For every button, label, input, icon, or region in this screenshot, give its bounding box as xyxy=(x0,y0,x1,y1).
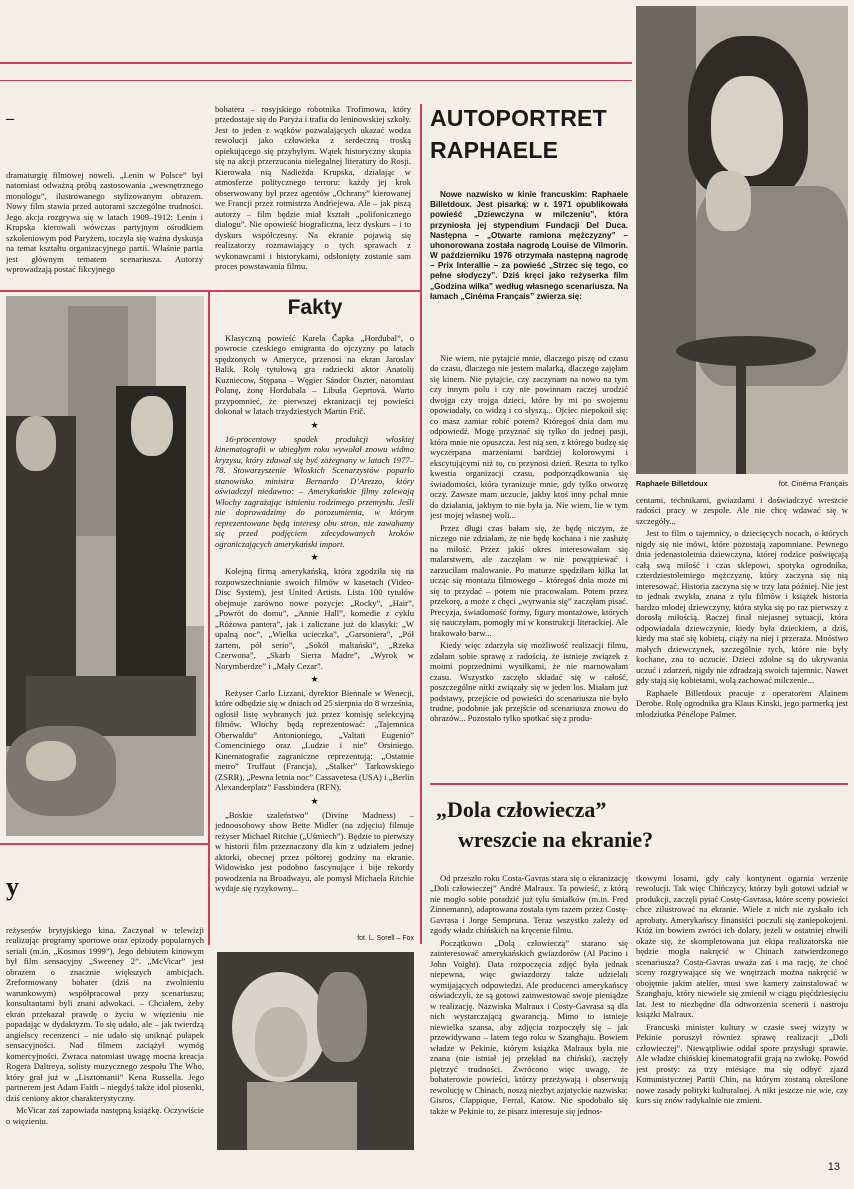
fakty-photo-credit: fot. L. Sorell – Fox xyxy=(357,935,414,942)
fakty-star-1: ★ xyxy=(310,419,319,430)
left-bottom-rule xyxy=(0,843,208,845)
left-bottom-column xyxy=(6,925,204,1160)
autoportret-title xyxy=(430,103,630,166)
page-number: 13 xyxy=(827,1161,840,1173)
left-top-column xyxy=(6,170,203,288)
raphaele-photo xyxy=(636,6,848,474)
autoportret-column-2 xyxy=(636,495,848,775)
dola-col2-p1: tkowymi losami, gdy cały kontynent ogarnia wrzenie rewolucji. Tak więc Chińczycy, którzy byli gotowi udział w produkcji, zaczęli pytać Costę-Gavrasa, które sceny powieści chce zilustrować na ekranie. Wiele z nich nie zyskało ich aprobaty. Amerykańscy finansiści poczuli się zaniepokojeni. Któż im bowiem zwróci ich dolary, jeżeli w ostatniej chwili okaże się, że skompletowana już ekipa realizatorska nie będzie mogła nakręcić w Chinach zatwierdzonego scenariusza? Costa-Gavras uważa zaś i ma rację, że choć sceny rozgrywające się we wnętrzach można nakręcić w obojętnie jakim atelier, musi swe kamery zainstalować w Szanghaju, który niewiele się zmienił w ciągu pięćdziesięciu lat. Jest to niezbędne dla odtworzenia scenerii i nastroju książki Malraux. xyxy=(636,873,848,1020)
autoportret-p5: Jest to film o tajemnicy, o dziecięcych nocach, o których nigdy się nie mówi, które pozostają zapomniane. Pewnego dnia jedenastoletnia dziewczyna, której rodzice poświęcają całą swą miłość i czas sklepowi, spotyka ogrodnika, czterdziestoletniego mężczyznę, który zaczyna się nią interesować. Historia zaczyna się w trzy lata później. Nie jest to jednak zwykła, znana z tylu filmów i książek historia bardzo młodej dziewczyny, która styka się po raz pierwszy z dorosłą miłością. Raczej finał niejasnej sytuacji, która odpowiadała dziewczynie, kiedy była dzieckiem, a dziś, kiedy ma stać się kobietą, ciąży na niej i przeraża. Mnóstwo małych dziewczynek, szczególnie tych, które nie były kochane, zna to uczucie. Dzieci zdolne są do ukrywania uczuć i zdarzeń, nigdy nie zdradzają swoich tajemnic. Nawet gdy stają się kobietami, wolą zachować milczenie... xyxy=(636,528,848,686)
raphaele-caption-credit: fot. Cinéma Français xyxy=(778,479,848,488)
left-bottom-paragraph-2: McVicar zaś zapowiada następną książkę. Oczywiście o więzieniu. xyxy=(6,1105,204,1126)
autoportret-column-1 xyxy=(430,353,628,775)
fakty-column xyxy=(215,333,414,928)
fakty-item-2: 16-procentowy spadek produkcji włoskiej kinematografii w ubiegłym roku wywołał znowu widmo kryzysu, który zdawał się być zażegnany w latach 1977–78. Stowarzyszenie Włoskich Scenarzystów poparło stanowisko ministra Bernardo D’Arezzo, który oświadczył niedawno: – Amerykańskie filmy zalewają Włochy zagrażając istnieniu rodzimego przemysłu. Jeśli nie doprowadzimy do porozumienia, w którym reprezentowane będą interesy obu stron, nie zawahamy się przed podjęciem zdecydowanych kroków ograniczających amerykański import. xyxy=(215,433,414,549)
horizontal-rule-left xyxy=(0,290,420,292)
autoportret-p1: Nie wiem, nie pytajcie mnie, dlaczego piszę od czasu do czasu, dlaczego nie jestem malarką, dlaczego zajęłam się kinem. Nie pytajcie, czy zaczynam na nowo na tym czy innym polu i czy nie powinnam raczej urodzić dwojga czy trojga dzieci, które by mi po swojemu opowiadały, co widzą i co słyszą... Ojciec niepokoił się: co masz zamiar robić potem? Któregoś dnia dam mu odpowiedź. Mogę przyznać się tylko do jednej pasji, która mnie nie opuszcza. Jest nią sen, z którego budzę się wyczerpana marzeniami bardziej kolorowymi i ekscytującymi niż to, co przynosi dzień. Reszta to tylko kwestia organizacji czasu, podporządkowania się świadomości, która tyranizuje mnie, gdy tylko otworzę oczy. Zawsze mam uczucie, jakby ktoś inny pchał mnie do działania, jakbym to nie była ja. Nie wiem, lie w tym jest mojej własnej woli... xyxy=(430,353,628,521)
dola-col1-p2: Początkowo „Dolą człowieczą” starano się zainteresować amerykańskich gwiazdorów (Al Pacino i John Voight). Data rozpoczęcia zdjęć była jednak niepewna, więc gwiazdorzy także udzielali wymijających odpowiedzi. Ale producenci amerykańscy oświadczyli, że są gotowi zainwestować swoje pieniądze w realizację. Nazwiska Malraux i Costy-Gavrasa są dla nich wystarczającą gwarancją. Mimo to istnieje niewielka szansa, aby zdjęcia rozpoczęły się – jak przewidywano – latem tego roku w Szanghaju. Bowiem władze w Pekinie, którym książka Malraux była nie znana (nie istniał jej przekład na chiński), zaczęły piętrzyć trudności. Zwrócono więc uwagę, że bohaterowie powieści, którzy przeżywają i obserwują rewolucję w Chinach, noszą niezbyt azjatyckie nazwiska: Gisros, Clappique, Ferral, Katow. Nie spodobało się także w Pekinie to, że pisarz interesuje się jednos- xyxy=(430,937,628,1116)
fakty-star-3: ★ xyxy=(310,673,319,684)
left-bottom-heading: y xyxy=(6,872,19,901)
autoportret-p6: Raphaele Billetdoux pracuje z operatorem Alainem Derobe. Rolę ogrodnika gra Klaus Kinski, jego partnerką jest młodziutka Pénélope Palmer. xyxy=(636,687,848,719)
left-top-paragraph: dramaturgię filmowej noweli. „Lenin w Polsce” był natomiast odważną próbą zastosowania „wewnętrznego monologu”, ilustrowanego stylizowanym obrazem. Nowy film stawia przed autorami szczególne trudności. Jego akcja rozgrywa się w latach 1909–1912: Lenin i Krupska kierowali wówczas partyjnym ośrodkiem szkoleniowym pod Paryżem, toczyła się ważna dyskusja na temat kształtu organizacyjnego partii. Właśnie partia jest głównym tematem scenariusza. Autorzy wprowadzają postać fikcyjnego xyxy=(6,170,203,275)
prison-scene-photo xyxy=(6,296,204,836)
middle-top-paragraph: bohatera – rosyjskiego robotnika Trofimowa, który przedostaje się do Paryża i trafia do leninowskiej szkoły. Jest to jeden z wątków pozwalających ukazać wodza rewolucji jako człowieka z serdeczną troską opiekującego się przybyłym. Wątek historyczny skupia się na akcji przerzucania nielegalnej literatury do Rosji. Kierowała nią Nadieżda Krupska, działając w atmosferze politycznego terroru: każdy jej krok obserwowany był przez agentów „Ochrany” kierowanej we Francji przez rotmistrza Andriejewa. Ale – jak piszą autorzy – film będzie miał kształt „polifonicznego dialogu”. Nie opowieść biograficzna, lecz dyskurs – i to dyskurs współczesny. Na ekranie pojawią się realizatorzy rozmawiający o tych sprawach z wykonawcami i historykami, odsłonięty zostanie sam proces powstawania filmu. xyxy=(215,104,411,272)
top-red-rule xyxy=(0,62,632,64)
fakty-heading: Fakty xyxy=(287,296,343,319)
dola-title-line2: wreszcie na ekranie? xyxy=(458,826,654,852)
dola-title-line1: „Dola człowiecza” xyxy=(436,797,607,822)
dola-column-2 xyxy=(636,873,848,1153)
fakty-item-5: „Boskie szaleństwo” (Divine Madness) – jednoosobowy show Bette Midler (na zdjęciu) filmuje reżyser Michael Ritchie („Uśmiech”). Będzie to pierwszy w historii film przeznaczony dla kin z udziałem jednej aktorki, obecnej przez półtorej godziny na ekranie. Widowisko jest podobno fascynujące i bije rekordy powodzenia na Broadwayu, ale pomysł Michaela Ritchie wydaje się ryzykowny... xyxy=(215,809,414,894)
autoportret-p3: Kiedy więc zdarzyła się możliwość realizacji filmu, zdałam sobie sprawę z radością, że istnieje związek z moimi poprzednimi wysiłkami, że nie marnowałam czasu. Wszystko zaczęło składać się w całość, poszczególne nitki związały się w jeden los. Miałam już podstawy, przejście od powieści do scenariusza nie było trudne, podobnie jak przejście od scenariusza znowu do obrazów... Pozostało tylko spotkać się z produ- xyxy=(430,640,628,724)
fakty-star-2: ★ xyxy=(310,552,319,563)
left-bottom-paragraph: reżyserów brytyjskiego kina. Zaczynał w telewizji realizując programy sportowe oraz epizody popularnych seriali (m.in. „Kosmos 1999”). Jego debiutem kinowym był film sensacyjny „Sweeney 2”. „McVicar” jest obrazem o znacznie większych ambicjach. Zreformowany bohater (dziś na zwolnieniu warunkowym) współpracował przy scenariuszu; konsultantami byli znani adwokaci. – Chciałem, żeby ekran przekazał prawdę o życiu w więzieniu nie popadając w dydaktyzm. To się udało, ale – jak twierdzą angielscy recenzenci – nie udało się uniknąć pułapek sensacyjności. Nad filmem zaciążył wymóg komercyjności. Zwraca natomiast uwagę mocna kreacja Rogera Daltreya, solisty muzycznego zespołu The Who, który grał już w „Lisztomanii” Kena Russella. Jego partnerem jest Adam Faith – niegdyś także idol piosenki, dziś ceniony aktor charakterystyczny. xyxy=(6,925,204,1103)
autoportret-p2: Przez długi czas bałam się, że będę niczym, że niczego nie zdziałam, że nie będę kochana i nie zasłużę na miłość. Przez jakiś okres interesowałam się malarstwem, ale zaczęłam w nie powątpiewać i zarzuciłam malowanie. Po maturze spędziłam kilka lat ucząc się montażu filmowego – któregoś dnia może mi się to przydać – potem nie pracowałam. Potem przez przekorę, a może z chęci „wyrwania się” zaczęłam pisać. Precyzja, świadomość formy, figury montażowe, których się nauczyłam, pomogły mi w konstrukcji literackiej. Ale brakowało barw... xyxy=(430,522,628,638)
fakty-star-4: ★ xyxy=(310,795,319,806)
middle-top-column xyxy=(215,104,411,282)
autoportret-title-line1: AUTOPORTRET xyxy=(430,105,607,131)
top-red-rule-2 xyxy=(0,80,632,81)
vertical-rule-middle xyxy=(420,104,422,944)
vertical-rule-left xyxy=(208,290,210,945)
autoportret-title-line2: RAPHAELE xyxy=(430,136,559,163)
raphaele-caption-name: Raphaele Billetdoux xyxy=(636,479,708,488)
bette-midler-photo xyxy=(217,952,414,1150)
dola-top-rule xyxy=(430,783,848,785)
fakty-item-1: Klasyczną powieść Karela Čapka „Hordubal”, o powrocie czeskiego emigranta do ojczyzny po latach spędzonych w Ameryce, przenosi na ekran Jaroslav Balik. Rolę tytułową gra radziecki aktor Anatolij Kuzniecow, Stępana – Węgier Sándor Oszter, natomiast Polanę, żonę Hordubala – Libuša Geprtová. Warto przypomnieć, że pierwszej ekranizacji tej powieści dokonał w latach trzydziestych Martin Frič. xyxy=(215,333,414,417)
dola-col2-p2: Francuski minister kultury w czasie swej wizyty w Pekinie poruszył również sprawę realizacji „Doli człowieczej”. Niewątpliwie oddał spore przysługi sprawie. Ale władze chińskiej kinematografii grają na zwłokę. Powód jest prosty: za trzy miesiące ma się odbyć zjazd Komunistycznej Partii Chin, na którym zostaną określone nowe zasady polityki kulturalnej. A nikt jeszcze nie wie, czy kurs się znów radykalnie nie zmieni. xyxy=(636,1021,848,1106)
dola-column-1 xyxy=(430,873,628,1153)
left-top-dash: – xyxy=(6,110,14,127)
dola-col1-p1: Od przeszło roku Costa-Gavras stara się o ekranizację „Doli człowieczej” André Malraux. Ta powieść, z którą nie mogło sobie poradzić już tylu śmiałków (m.in. Fred Zinnemann), adaptowana została tym razem przez Costę-Gavrasa i Jorge Sempruna. Teraz wszystko zależy od zgody władz chińskich na kręcenie filmu. xyxy=(430,873,628,936)
fakty-item-4: Reżyser Carlo Lizzani, dyrektor Biennale w Wenecji, które odbędzie się w dniach od 25 sierpnia do 8 września, ogłosił listę wybranych już przez komisję selekcyjną filmów. Włochy będą reprezentować: „Tajemnica Oberwaldu” Antonioniego, „Valtati Eugenio” Comenciniego oraz „Ludzie i nie” Orsiniego. Kinematografie zagraniczne reprezentują: „Ostatnie metro” Truffaut (Francja), „Stalker” Tarkowskiego (ZSRR), „Pewna letnia noc” Cassavetesa (USA) i „Berlin Alexanderplatz” Fassbindera (RFN). xyxy=(215,687,414,793)
autoportret-p4: centami, technikami, gwiazdami i doświadczyć wreszcie radości pracy w zespole. Ale nie chcę wdawać się w szczegóły... xyxy=(636,495,848,526)
fakty-item-3: Kolejną firmą amerykańską, która zgodziła się na rozpowszechnianie swoich filmów w kasetach (Video-Disc System), jest United Artists. Lista 100 tytułów obejmuje zarówno nowe pozycje: „Rocky”, „Hair”, „Powrót do domu”, „Annie Hall”, komedie z cyklu „Różowa pantera”, jak i zaliczane już do klasyki: „W upalną noc”, „Wielka ucieczka”, „Garsoniera”, „Pół żartem, pół serio”, „Sokół maltański”, „Rzeka Czerwona”, „Skarb Sierra Madre”, „Wyrok w Norymberdze” i „Mały Cezar”. xyxy=(215,566,414,671)
autoportret-lead xyxy=(430,190,628,340)
dola-title xyxy=(430,795,848,854)
autoportret-lead-text: Nowe nazwisko w kinie francuskim: Raphaele Billetdoux. Jest pisarką: w r. 1971 opublikowała powieść „Dziewczyna w milczeniu”, która przyniosła jej stypendium Fundacji Del Duca. Następna – „Otwarte ramiona mężczyzny” – uhonorowana została nagrodą Louise de Vilmorin. W październiku 1976 otrzymała następną nagrodę – Prix Interallie – za powieść „Strzec się tego, co pełne słodyczy”. Dziś kręci jako reżyserka film „Godzina wilka” według własnego scenariusza. Na łamach „Cinéma Français” zwierza się: xyxy=(430,190,628,301)
